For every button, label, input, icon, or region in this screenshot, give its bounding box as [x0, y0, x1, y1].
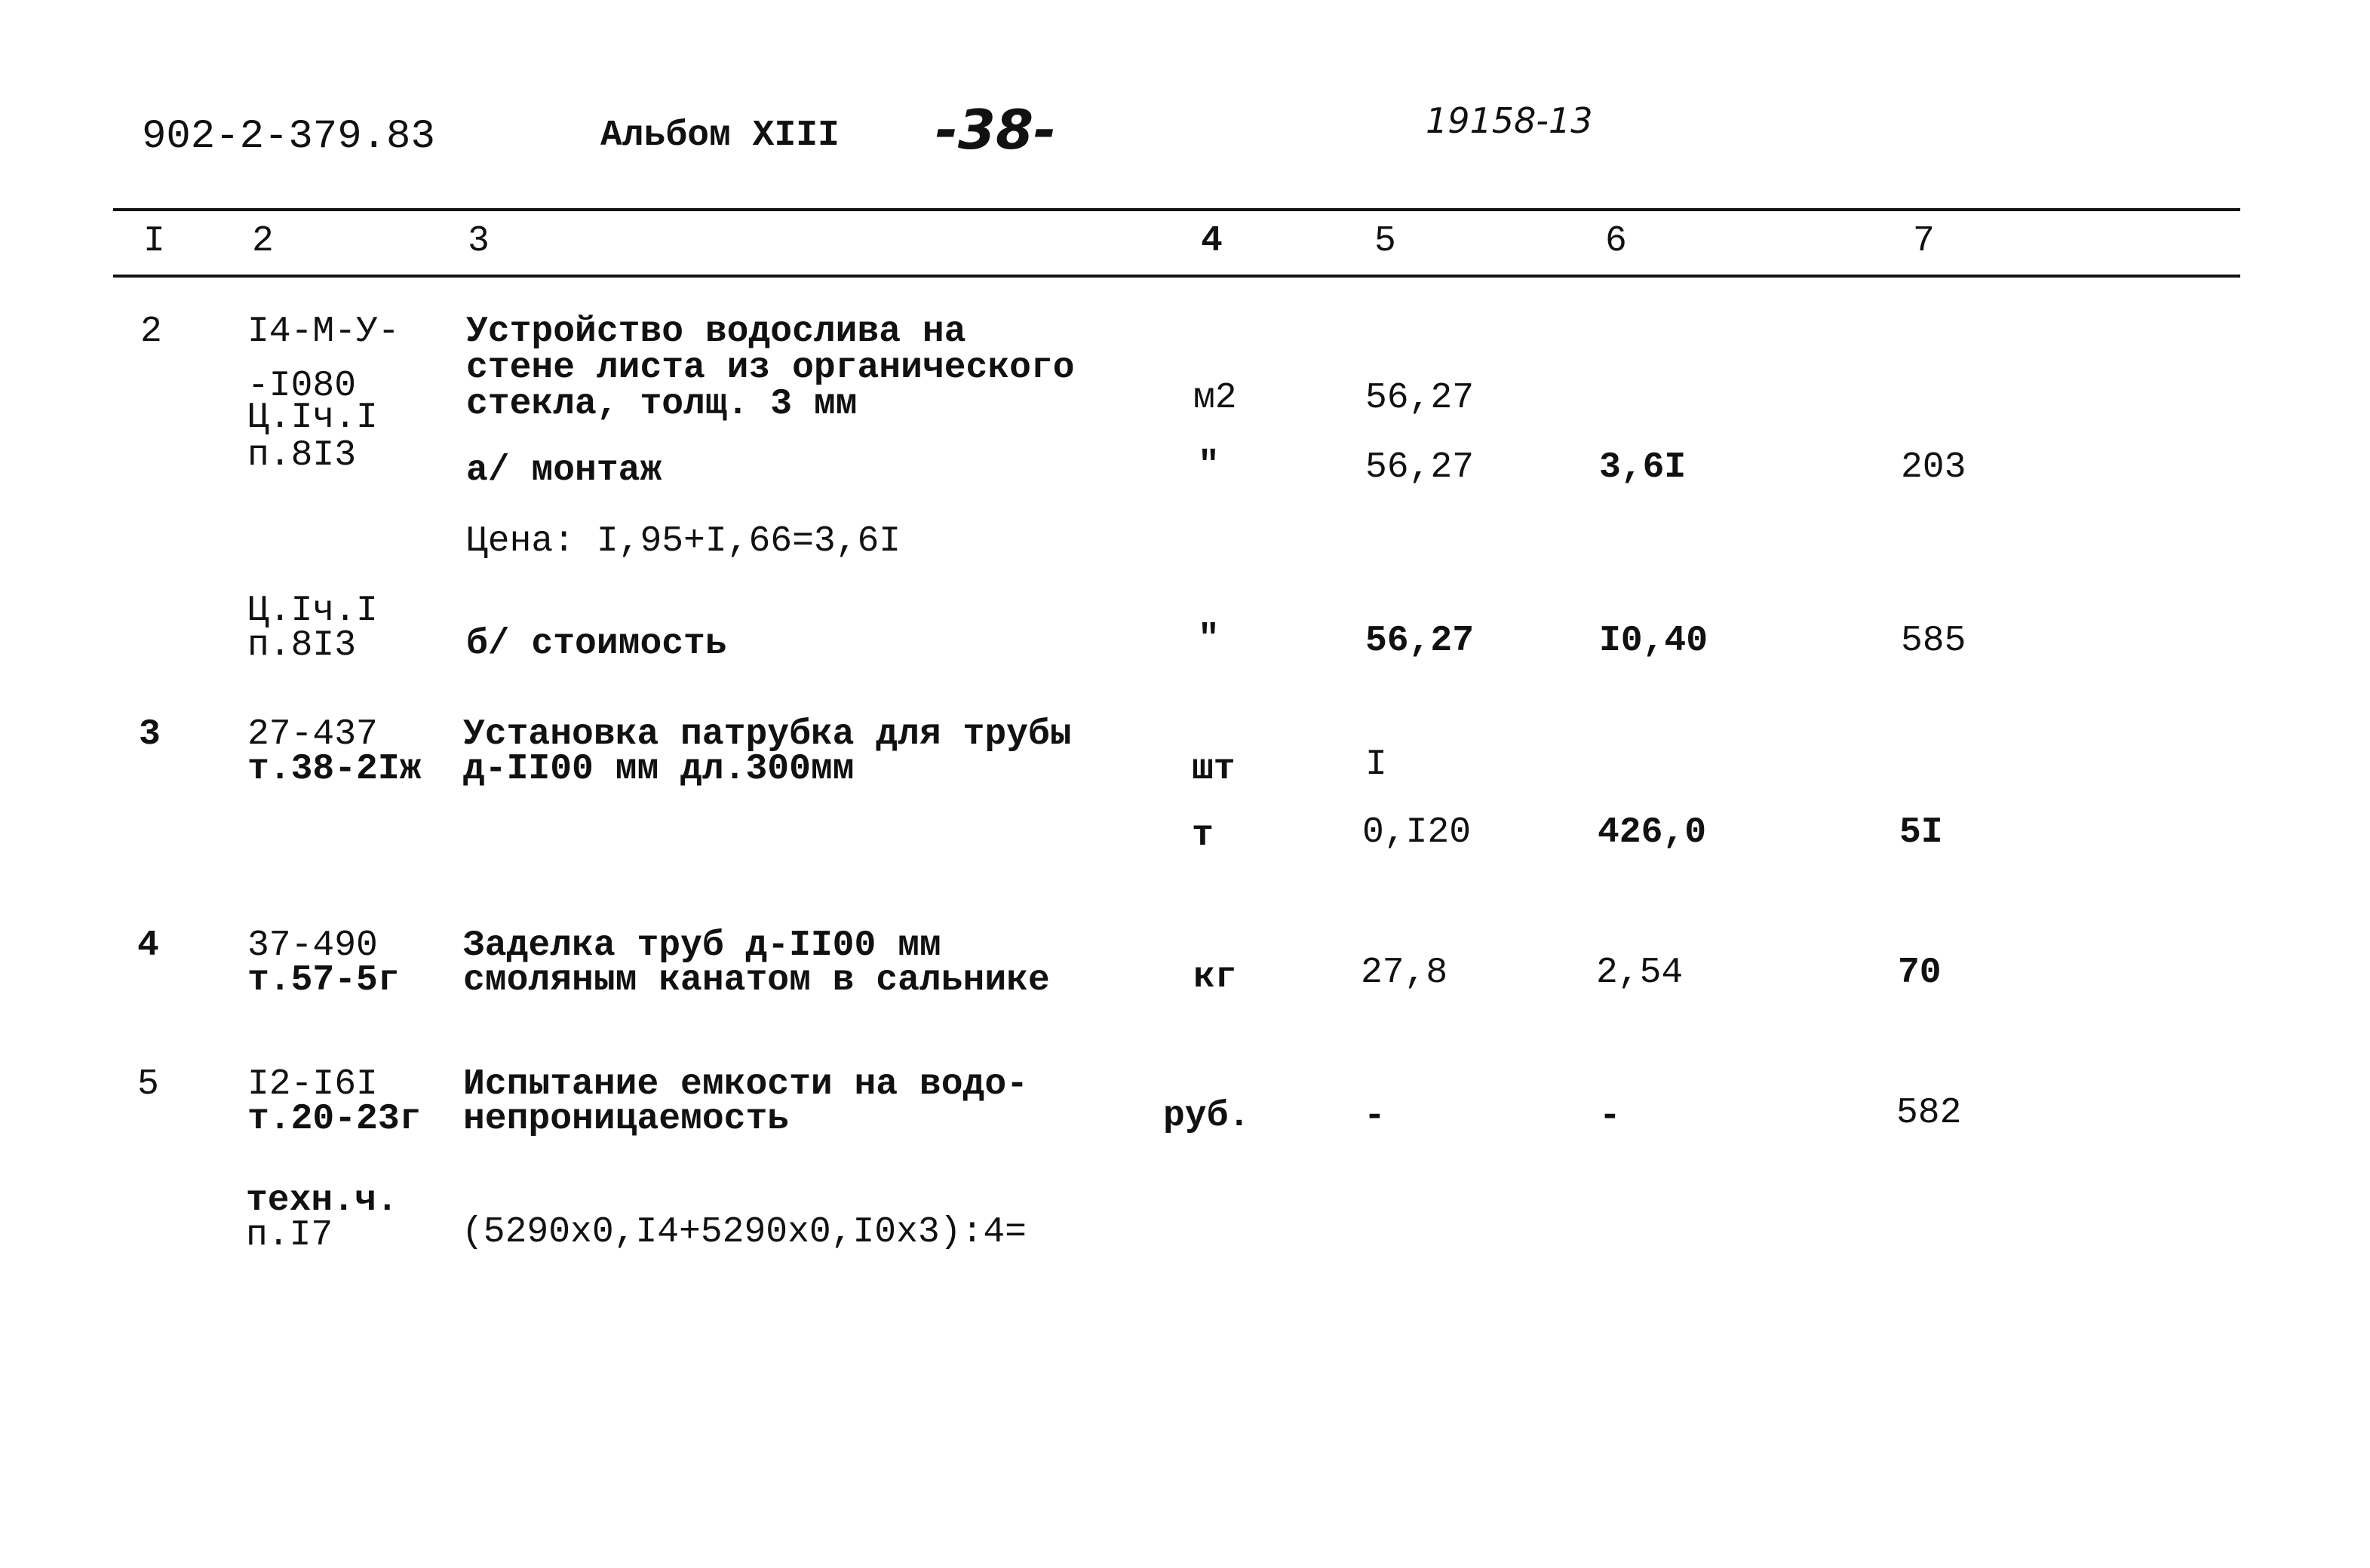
column-header-2: 2	[252, 221, 274, 262]
row-2-mount-price: 3,6I	[1599, 447, 1687, 488]
row-4-total: 70	[1898, 953, 1942, 993]
row-5-unit: руб.	[1163, 1096, 1251, 1137]
row-2-mount-quantity: 56,27	[1365, 447, 1475, 488]
row-2-cost-price: I0,40	[1599, 621, 1708, 661]
row-2-cost-code-line-2: п.8I3	[247, 625, 357, 666]
row-3-number: 3	[139, 714, 161, 755]
row-5-tech-code-line-2: п.I7	[246, 1215, 333, 1256]
row-2-cost-label: б/ стоимость	[466, 624, 727, 664]
row-2-description-line-1: Устройство водослива на	[466, 311, 966, 352]
row-2-code-line-4: п.8I3	[247, 435, 357, 476]
row-2-cost-total: 585	[1901, 621, 1966, 661]
row-4-price: 2,54	[1596, 953, 1684, 993]
inventory-number: 19158-13	[1426, 100, 1593, 141]
row-4-code-line-1: 37-490	[247, 925, 378, 966]
row-3-description-line-2: д-II00 мм дл.300мм	[463, 749, 855, 790]
row-2-number: 2	[140, 311, 162, 352]
row-5-code-line-2: т.20-23г	[247, 1099, 422, 1140]
row-2-cost-quantity: 56,27	[1365, 621, 1475, 661]
row-2-quantity: 56,27	[1365, 378, 1475, 419]
row-2-code-line-3: Ц.Iч.I	[247, 397, 378, 438]
row-3-sub-quantity: 0,I20	[1362, 812, 1472, 853]
row-2-code-line-2: -I080	[247, 366, 357, 407]
row-5-quantity: -	[1364, 1096, 1386, 1137]
row-2-description-line-2: стене листа из органического	[466, 348, 1075, 388]
row-5-tech-code-line-1: техн.ч.	[246, 1180, 398, 1221]
row-5-description-line-2: непроницаемость	[463, 1099, 790, 1140]
row-3-sub-total: 5I	[1899, 812, 1943, 853]
row-2-description-line-3: стекла, толщ. 3 мм	[466, 384, 858, 425]
row-2-code-line-1: I4-M-У-	[247, 311, 400, 352]
row-5-description-line-1: Испытание емкости на водо-	[463, 1064, 1028, 1105]
row-2-mount-total: 203	[1901, 447, 1966, 488]
row-2-mount-label: а/ монтаж	[466, 450, 662, 491]
header-bottom-rule	[113, 275, 2240, 278]
row-5-number: 5	[137, 1064, 159, 1105]
row-2-cost-code-line-1: Ц.Iч.I	[247, 591, 378, 631]
row-2-unit: м2	[1193, 378, 1237, 419]
album-title: Альбом XIII	[600, 115, 840, 156]
column-header-3: 3	[468, 221, 490, 262]
row-2-mount-unit: "	[1198, 446, 1220, 486]
row-3-code-line-2: т.38-2Iж	[247, 749, 422, 790]
top-rule	[113, 208, 2240, 211]
row-3-sub-price: 426,0	[1598, 812, 1707, 853]
row-5-total: 582	[1896, 1093, 1962, 1134]
row-3-unit: шт	[1192, 749, 1236, 790]
row-5-formula: (5290x0,I4+5290x0,I0x3):4=	[462, 1212, 1027, 1253]
column-header-1: I	[143, 221, 165, 262]
column-header-7: 7	[1913, 221, 1935, 262]
row-4-quantity: 27,8	[1361, 953, 1448, 993]
row-2-cost-unit: "	[1198, 619, 1220, 660]
row-5-code-line-1: I2-I6I	[247, 1064, 378, 1105]
row-3-sub-unit: т	[1192, 815, 1214, 856]
row-4-code-line-2: т.57-5г	[247, 960, 400, 1001]
document-code: 902-2-379.83	[142, 114, 435, 160]
page-number: -38-	[935, 98, 1056, 161]
column-header-4: 4	[1201, 221, 1223, 262]
row-2-price-note: Цена: I,95+I,66=3,6I	[466, 521, 901, 562]
row-4-number: 4	[137, 925, 159, 966]
row-5-price: -	[1599, 1096, 1621, 1137]
column-header-6: 6	[1605, 221, 1627, 262]
row-4-description-line-1: Заделка труб д-II00 мм	[463, 925, 941, 966]
row-3-quantity: I	[1365, 744, 1387, 785]
row-4-unit: кг	[1193, 957, 1237, 998]
row-3-description-line-1: Установка патрубка для трубы	[463, 714, 1072, 755]
column-header-5: 5	[1374, 221, 1396, 262]
row-4-description-line-2: смоляным канатом в сальнике	[463, 960, 1050, 1001]
row-3-code-line-1: 27-437	[247, 714, 378, 755]
